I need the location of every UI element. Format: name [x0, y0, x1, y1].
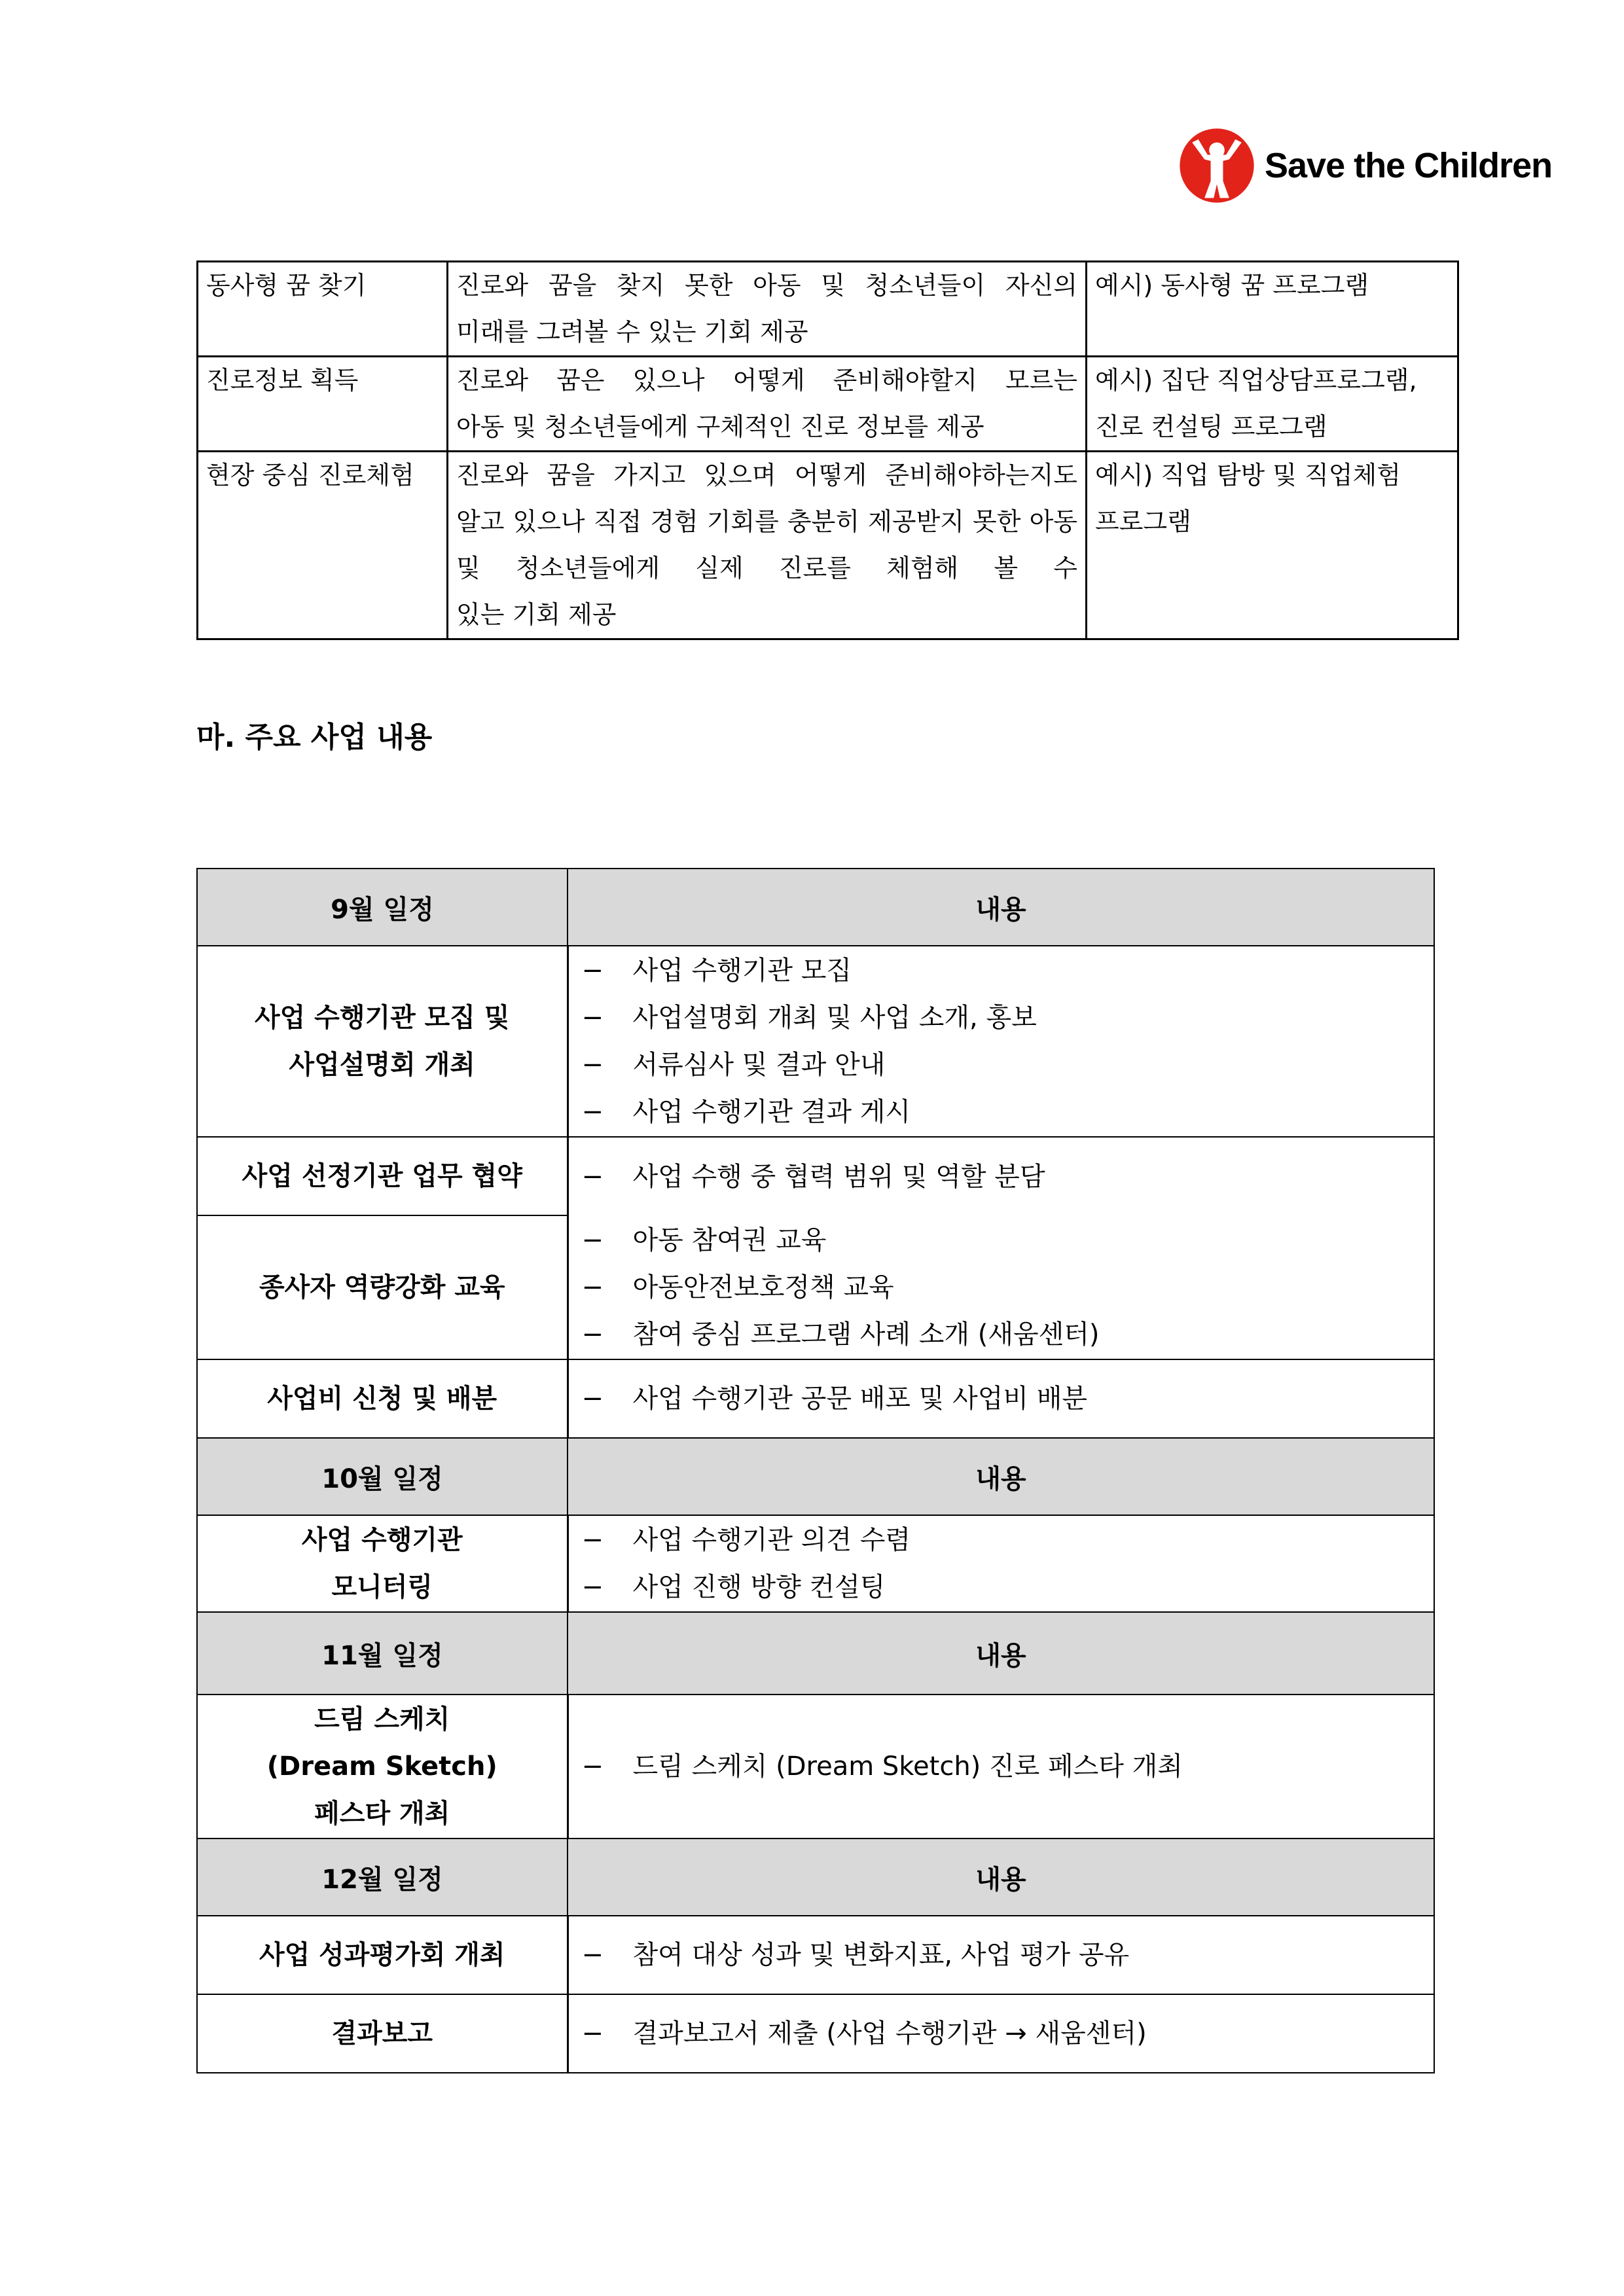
task-content: − 결과보고서 제출 (사업 수행기관 → 새움센터): [568, 1994, 1434, 2073]
table-row: [198, 357, 1458, 452]
month-header-row: [197, 1839, 1434, 1916]
table-row: [197, 1994, 1434, 2073]
table-row: [197, 1359, 1434, 1438]
month-header: 11월 일정: [197, 1612, 568, 1695]
child-emblem-icon: [1178, 127, 1255, 204]
program-description: 진로와 꿈을 찾지 못한 아동 및 청소년들이 자신의 미래를 그려볼 수 있는 기회 제공: [448, 262, 1087, 357]
month-header-row: [197, 1438, 1434, 1515]
career-program-table: [196, 260, 1459, 640]
month-header: 10월 일정: [197, 1438, 568, 1515]
task-label: 사업 수행기관 모니터링: [197, 1515, 568, 1612]
table-row: [197, 1137, 1434, 1215]
task-label: 종사자 역량강화 교육: [197, 1215, 568, 1359]
task-label: 결과보고: [197, 1994, 568, 2073]
table-row: [197, 1916, 1434, 1994]
content-header: 내용: [568, 1438, 1434, 1515]
task-label: 드림 스케치 (Dream Sketch) 페스타 개최: [197, 1695, 568, 1839]
table-row: [197, 1695, 1434, 1839]
program-description: 진로와 꿈은 있으나 어떻게 준비해야할지 모르는 아동 및 청소년들에게 구체적인 진로 정보를 제공: [448, 357, 1087, 452]
task-content: − 드림 스케치 (Dream Sketch) 진로 페스타 개최: [568, 1695, 1434, 1839]
program-example: 예시) 동사형 꿈 프로그램: [1087, 262, 1458, 357]
program-example: 예시) 집단 직업상담프로그램, 진로 컨설팅 프로그램: [1087, 357, 1458, 452]
month-header: 12월 일정: [197, 1839, 568, 1916]
task-content: − 아동 참여권 교육 − 아동안전보호정책 교육 − 참여 중심 프로그램 사례 소개 (새움센터): [568, 1215, 1434, 1359]
table-row: [197, 1215, 1434, 1359]
task-content: − 참여 대상 성과 및 변화지표, 사업 평가 공유: [568, 1916, 1434, 1994]
task-label: 사업비 신청 및 배분: [197, 1359, 568, 1438]
content-header: 내용: [568, 1839, 1434, 1916]
program-name: 동사형 꿈 찾기: [198, 262, 448, 357]
program-name: 진로정보 획득: [198, 357, 448, 452]
task-label: 사업 수행기관 모집 및 사업설명회 개최: [197, 946, 568, 1137]
month-header-row: [197, 1612, 1434, 1695]
save-the-children-logo: [1178, 124, 1552, 206]
table-row: [197, 1515, 1434, 1612]
task-content: − 사업 수행기관 공문 배포 및 사업비 배분: [568, 1359, 1434, 1438]
content-header: 내용: [568, 869, 1434, 946]
month-header: 9월 일정: [197, 869, 568, 946]
table-row: [197, 946, 1434, 1137]
task-label: 사업 성과평가회 개최: [197, 1916, 568, 1994]
content-header: 내용: [568, 1612, 1434, 1695]
schedule-table: [196, 868, 1435, 2073]
task-content: − 사업 수행기관 모집 − 사업설명회 개최 및 사업 소개, 홍보 − 서류심사 및 결과 안내 − 사업 수행기관 결과 게시: [568, 946, 1434, 1137]
program-description: 진로와 꿈을 가지고 있으며 어떻게 준비해야하는지도 알고 있으나 직접 경험 기회를 충분히 제공받지 못한 아동 및 청소년들에게 실제 진로를 체험해 볼 수 있는 기회 제공: [448, 452, 1087, 639]
program-example: 예시) 직업 탐방 및 직업체험 프로그램: [1087, 452, 1458, 639]
task-content: − 사업 수행 중 협력 범위 및 역할 분담: [568, 1137, 1434, 1215]
task-content: − 사업 수행기관 의견 수렴 − 사업 진행 방향 컨설팅: [568, 1515, 1434, 1612]
table-row: [198, 452, 1458, 639]
program-name: 현장 중심 진로체험: [198, 452, 448, 639]
task-label: 사업 선정기관 업무 협약: [197, 1137, 568, 1215]
month-header-row: [197, 869, 1434, 946]
section-title: 마. 주요 사업 내용: [196, 721, 433, 754]
logo-wordmark: Save the Children: [1265, 145, 1553, 185]
table-row: [198, 262, 1458, 357]
